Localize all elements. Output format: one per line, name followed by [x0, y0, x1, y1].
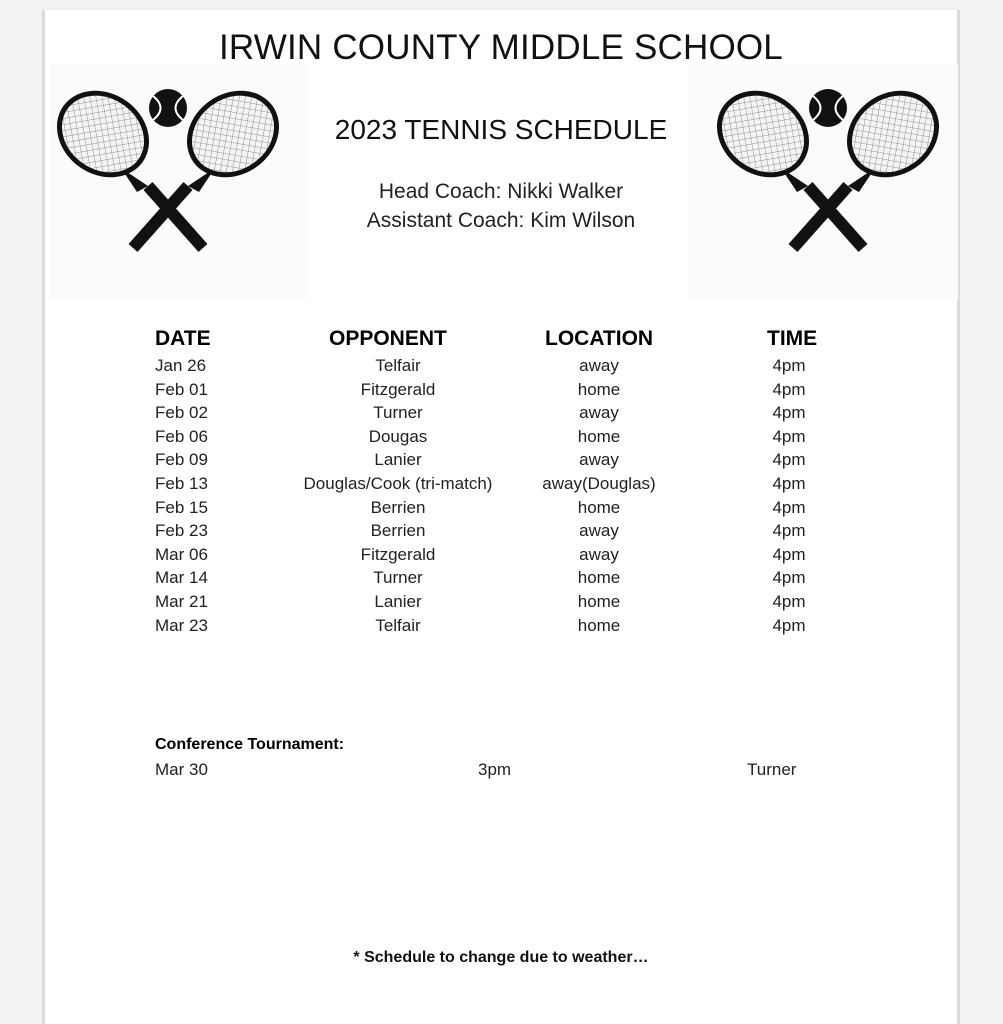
conference-tournament-heading: Conference Tournament:: [155, 736, 345, 753]
table-row: [45, 616, 957, 640]
row-location: home: [577, 379, 621, 399]
row-opponent: Telfair: [375, 356, 421, 375]
row-location: home: [577, 568, 621, 588]
row-time: 4pm: [772, 426, 806, 446]
row-opponent: Telfair: [375, 615, 421, 635]
table-row: [45, 403, 957, 427]
row-location: home: [577, 426, 621, 446]
row-opponent: Lanier: [374, 591, 422, 611]
row-date: Mar 21: [155, 591, 208, 611]
row-location: away(Douglas): [542, 473, 656, 493]
table-row: [45, 498, 957, 522]
conference-date: Mar 30: [155, 760, 208, 779]
row-date: Feb 01: [155, 379, 208, 399]
row-opponent: Fitzgerald: [360, 379, 436, 399]
row-time: 4pm: [772, 473, 806, 493]
column-header-date: DATE: [155, 327, 211, 350]
row-opponent: Turner: [373, 403, 423, 423]
row-location: away: [579, 450, 619, 470]
schedule-table: [45, 356, 957, 639]
schedule-page: [42, 10, 960, 1024]
table-row: [45, 545, 957, 569]
row-location: away: [579, 356, 619, 375]
row-time: 4pm: [772, 521, 806, 541]
row-time: 4pm: [772, 568, 806, 588]
row-date: Mar 06: [155, 544, 208, 564]
row-location: home: [577, 591, 621, 611]
row-opponent: Berrien: [370, 497, 426, 517]
table-row: [45, 380, 957, 404]
row-location: away: [579, 521, 619, 541]
row-opponent: Fitzgerald: [360, 544, 436, 564]
weather-footnote: * Schedule to change due to weather…: [353, 949, 649, 966]
table-row: [45, 521, 957, 545]
table-row: [45, 592, 957, 616]
row-opponent: Douglas/Cook (tri-match): [303, 473, 493, 493]
row-date: Feb 02: [155, 403, 208, 423]
row-opponent: Dougas: [368, 426, 428, 446]
table-row: [45, 427, 957, 451]
table-row: [45, 568, 957, 592]
row-time: 4pm: [772, 591, 806, 611]
column-header-opponent: OPPONENT: [329, 327, 447, 350]
table-row: [45, 356, 957, 380]
row-time: 4pm: [772, 403, 806, 423]
row-time: 4pm: [772, 615, 806, 635]
head-coach-line: Head Coach: Nikki Walker: [378, 180, 624, 203]
row-date: Mar 23: [155, 615, 208, 635]
row-location: home: [577, 615, 621, 635]
row-opponent: Lanier: [374, 450, 422, 470]
row-date: Mar 14: [155, 568, 208, 588]
column-header-location: LOCATION: [545, 327, 654, 350]
row-location: home: [577, 497, 621, 517]
row-date: Feb 06: [155, 426, 208, 446]
table-row: [45, 450, 957, 474]
row-date: Feb 15: [155, 497, 208, 517]
row-time: 4pm: [772, 497, 806, 517]
row-date: Feb 23: [155, 521, 208, 541]
row-date: Jan 26: [155, 356, 207, 375]
row-date: Feb 13: [155, 473, 208, 493]
row-time: 4pm: [772, 356, 806, 375]
conference-time: 3pm: [478, 760, 512, 779]
school-title: IRWIN COUNTY MIDDLE SCHOOL: [219, 28, 783, 67]
row-date: Feb 09: [155, 450, 208, 470]
row-opponent: Berrien: [370, 521, 426, 541]
row-time: 4pm: [772, 379, 806, 399]
row-opponent: Turner: [373, 568, 423, 588]
row-time: 4pm: [772, 450, 806, 470]
assistant-coach-line: Assistant Coach: Kim Wilson: [366, 209, 636, 232]
row-location: away: [579, 544, 619, 564]
conference-location: Turner: [747, 760, 797, 779]
row-location: away: [579, 403, 619, 423]
table-row: [45, 474, 957, 498]
column-header-time: TIME: [767, 327, 818, 350]
row-time: 4pm: [772, 544, 806, 564]
schedule-title: 2023 TENNIS SCHEDULE: [334, 114, 668, 145]
